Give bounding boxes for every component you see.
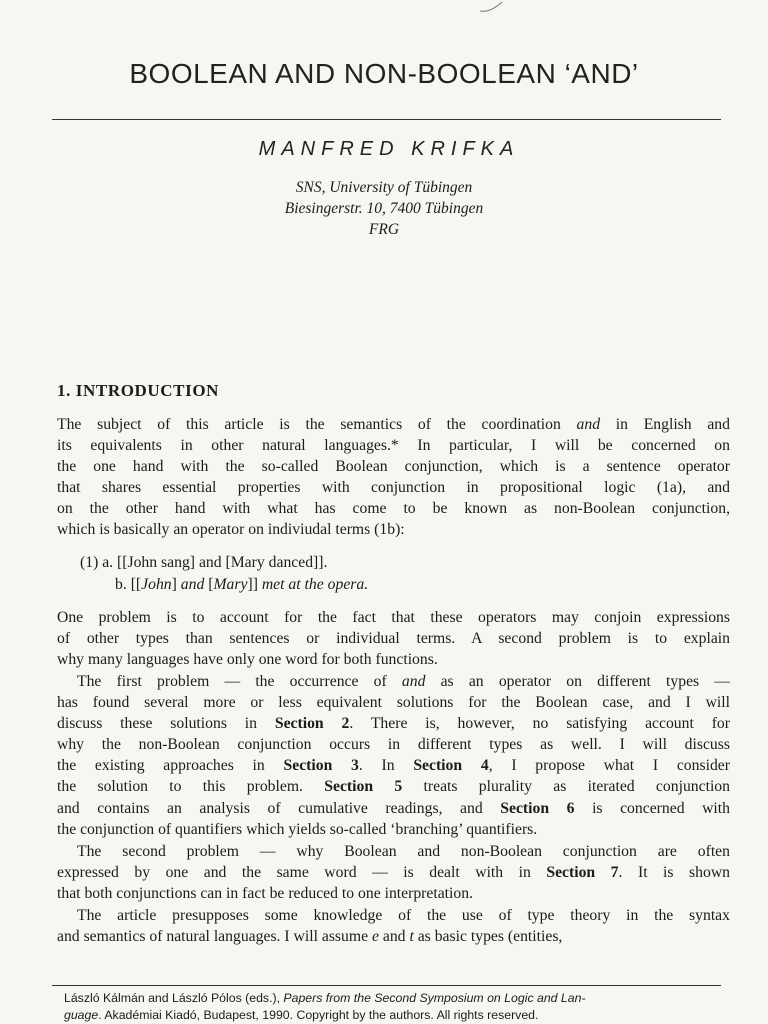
paragraph-problems — [57, 607, 730, 670]
text-line: why the non-Boolean conjunction occurs in different types as well. I will discuss — [57, 736, 730, 754]
section-ref: Section 7 — [546, 864, 619, 882]
text-line: The second problem — why Boolean and non-Boolean conjunction are often — [77, 843, 730, 860]
paragraph-first-problem — [57, 671, 730, 840]
text-line: which is basically an operator on indiviudal terms (1b): — [57, 521, 405, 539]
section-ref: Section 3 — [283, 757, 359, 775]
title-rule — [52, 119, 721, 120]
example-1b: b. [[John] and [Mary]] met at the opera. — [115, 575, 369, 593]
section-ref: Section 4 — [413, 757, 489, 775]
example-1a: (1) a. [[John sang] and [Mary danced]]. — [80, 554, 328, 571]
text-line: discuss these solutions in Section 2. There is, however, no satisfying account for — [57, 715, 730, 733]
text-line: the conjunction of quantifiers which yields so-called ‘branching’ quantifiers. — [57, 820, 538, 838]
paragraph-second-problem — [57, 841, 730, 904]
text-line: of other types than sentences or individual terms. A second problem is to explain — [57, 630, 730, 648]
affiliation-line: Biesingerstr. 10, 7400 Tübingen — [284, 200, 484, 217]
section-ref: Section 6 — [500, 799, 575, 817]
section-ref: Section 5 — [324, 778, 403, 796]
italic-term: met at the opera. — [261, 575, 369, 593]
paragraph-intro — [57, 414, 730, 541]
text-line: that shares essential properties with conjunction in propositional logic (1a), and — [57, 479, 730, 497]
text-line: on the other hand with what has come to be known as non-Boolean conjunction, — [57, 500, 730, 518]
text-line: guage. Akadémiai Kiadó, Budapest, 1990. Copyright by the authors. All rights reserved. — [64, 1008, 539, 1022]
text-line: its equivalents in other natural languages.* In particular, I will be concerned on — [57, 437, 730, 455]
text-line: and semantics of natural languages. I will assume e and t as basic types (entities, — [57, 928, 563, 946]
italic-term: t — [409, 928, 414, 946]
text-line: and contains an analysis of cumulative readings, and Section 6 is concerned with — [57, 799, 730, 817]
text-line: One problem is to account for the fact that these operators may conjoin expressions — [57, 609, 730, 626]
italic-term: Papers from the Second Symposium on Logic and Lan- — [283, 991, 586, 1005]
text-line: the existing approaches in Section 3. In Section 4, I propose what I consider — [57, 757, 730, 775]
italic-term: Mary — [213, 575, 248, 593]
paragraph-presupposes — [57, 905, 730, 947]
italic-term: and — [576, 416, 601, 433]
example-1 — [80, 552, 368, 595]
text-line: László Kálmán and László Pólos (eds.), Papers from the Second Symposium on Logic and Lan- — [64, 991, 586, 1005]
section-heading: 1. INTRODUCTION — [57, 381, 220, 400]
italic-term: guage — [64, 1008, 99, 1022]
italic-term: John — [141, 575, 172, 593]
affiliation-line: SNS, University of Tübingen — [295, 179, 473, 196]
footnote-rule — [52, 985, 721, 986]
text-line: The first problem — the occurrence of and as an operator on different types — — [77, 673, 730, 690]
author-name: MANFRED KRIFKA — [258, 138, 520, 160]
text-line: has found several more or less equivalent solutions for the Boolean case, and I will — [57, 694, 730, 712]
italic-term: e — [371, 928, 379, 946]
italic-term: and — [401, 673, 426, 690]
section-ref: Section 2 — [274, 715, 350, 733]
paper-title: BOOLEAN AND NON-BOOLEAN ‘AND’ — [129, 58, 639, 89]
text-line: why many languages have only one word for both functions. — [57, 651, 438, 669]
text-line: the solution to this problem. Section 5 treats plurality as iterated conjunction — [57, 778, 730, 796]
affiliation-line: FRG — [368, 221, 400, 238]
text-line: The article presupposes some knowledge of the use of type theory in the syntax — [77, 907, 730, 924]
text-line: The subject of this article is the semantics of the coordination and in English and — [57, 416, 730, 433]
text-line: that both conjunctions can in fact be reduced to one interpretation. — [57, 885, 474, 903]
affiliation — [0, 177, 768, 240]
text-line: expressed by one and the same word — is dealt with in Section 7. It is shown — [57, 864, 730, 882]
pen-mark-icon — [478, 0, 504, 14]
footnote — [64, 990, 724, 1024]
italic-term: and — [180, 575, 205, 593]
text-line: the one hand with the so-called Boolean conjunction, which is a sentence operator — [57, 458, 730, 476]
